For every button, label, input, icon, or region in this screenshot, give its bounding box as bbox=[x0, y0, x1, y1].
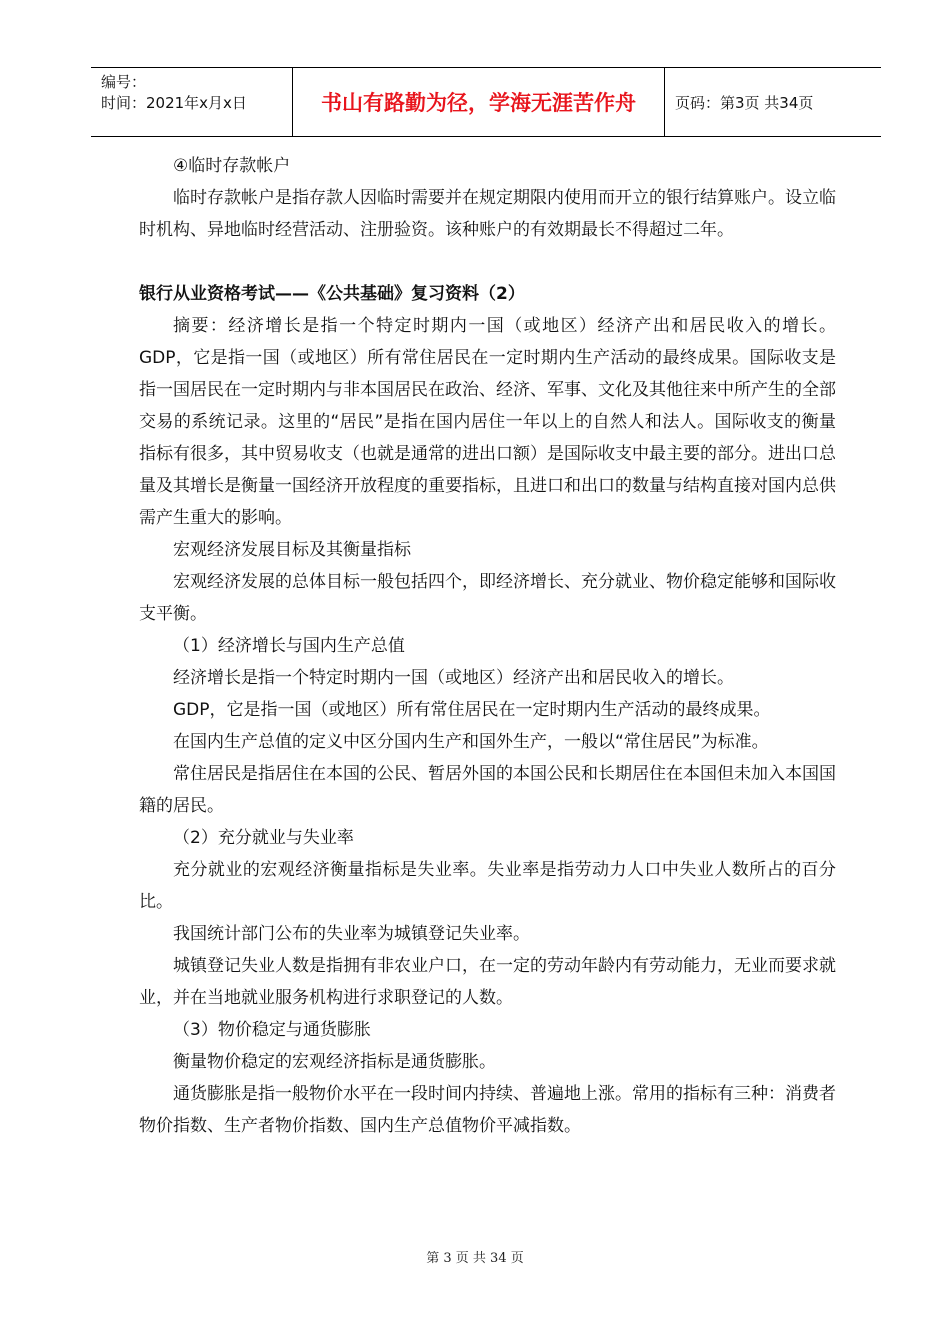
paragraph: 宏观经济发展的总体目标一般包括四个，即经济增长、充分就业、物价稳定能够和国际收支平衡。 bbox=[139, 572, 836, 624]
subsection-title: （1）经济增长与国内生产总值 bbox=[173, 636, 405, 656]
header-page-label: 页码：第3页 共34页 bbox=[675, 93, 814, 112]
section-title-temporary-account: ④临时存款帐户 bbox=[173, 156, 291, 176]
paragraph: 常住居民是指居住在本国的公民、暂居外国的本国公民和长期居住在本国但未加入本国国籍的居民。 bbox=[139, 764, 836, 816]
page-header bbox=[91, 67, 881, 137]
spacer bbox=[139, 246, 836, 278]
header-time-label: 时间：2021年x月x日 bbox=[101, 94, 247, 112]
paragraph: GDP，它是指一国（或地区）所有常住居民在一定时期内生产活动的最终成果。 bbox=[173, 700, 771, 720]
document-body bbox=[139, 150, 836, 1142]
subsection-title: （2）充分就业与失业率 bbox=[173, 828, 354, 848]
header-number-label: 编号： bbox=[101, 73, 147, 91]
section-title: 宏观经济发展目标及其衡量指标 bbox=[173, 540, 411, 560]
abstract-paragraph: 摘要：经济增长是指一个特定时期内一国（或地区）经济产出和居民收入的增长。GDP，它是指一国（或地区）所有常住居民在一定时期内生产活动的最终成果。国际收支是指一国居民在一定时期内与非本国居民在政治、经济、军事、文化及其他往来中所产生的全部交易的系统记录。这里的“居民”是指在国内居住一年以上的自然人和法人。国际收支的衡量指标有很多，其中贸易收支（也就是通常的进出口额）是国际收支中最主要的部分。进出口总量及其增长是衡量一国经济开放程度的重要指标，且进口和出口的数量与结构直接对国内总供需产生重大的影响。 bbox=[139, 316, 836, 528]
paragraph: 我国统计部门公布的失业率为城镇登记失业率。 bbox=[173, 924, 530, 944]
header-meta bbox=[91, 68, 293, 136]
paragraph: 城镇登记失业人数是指拥有非农业户口，在一定的劳动年龄内有劳动能力，无业而要求就业，并在当地就业服务机构进行求职登记的人数。 bbox=[139, 956, 836, 1008]
paragraph: 充分就业的宏观经济衡量指标是失业率。失业率是指劳动力人口中失业人数所占的百分比。 bbox=[139, 860, 836, 912]
article-heading: 银行从业资格考试——《公共基础》复习资料（2） bbox=[139, 284, 525, 304]
subsection-title: （3）物价稳定与通货膨胀 bbox=[173, 1020, 371, 1040]
paragraph: 衡量物价稳定的宏观经济指标是通货膨胀。 bbox=[173, 1052, 496, 1072]
page-footer: 第 3 页 共 34 页 bbox=[426, 1251, 524, 1266]
paragraph: 临时存款帐户是指存款人因临时需要并在规定期限内使用而开立的银行结算账户。设立临时机构、异地临时经营活动、注册验资。该种账户的有效期最长不得超过二年。 bbox=[139, 188, 836, 240]
paragraph: 通货膨胀是指一般物价水平在一段时间内持续、普遍地上涨。常用的指标有三种：消费者物价指数、生产者物价指数、国内生产总值物价平减指数。 bbox=[139, 1084, 836, 1136]
paragraph: 经济增长是指一个特定时期内一国（或地区）经济产出和居民收入的增长。 bbox=[173, 668, 734, 688]
paragraph: 在国内生产总值的定义中区分国内生产和国外生产，一般以“常住居民”为标准。 bbox=[173, 732, 769, 752]
header-motto: 书山有路勤为径，学海无涯苦作舟 bbox=[293, 68, 665, 136]
